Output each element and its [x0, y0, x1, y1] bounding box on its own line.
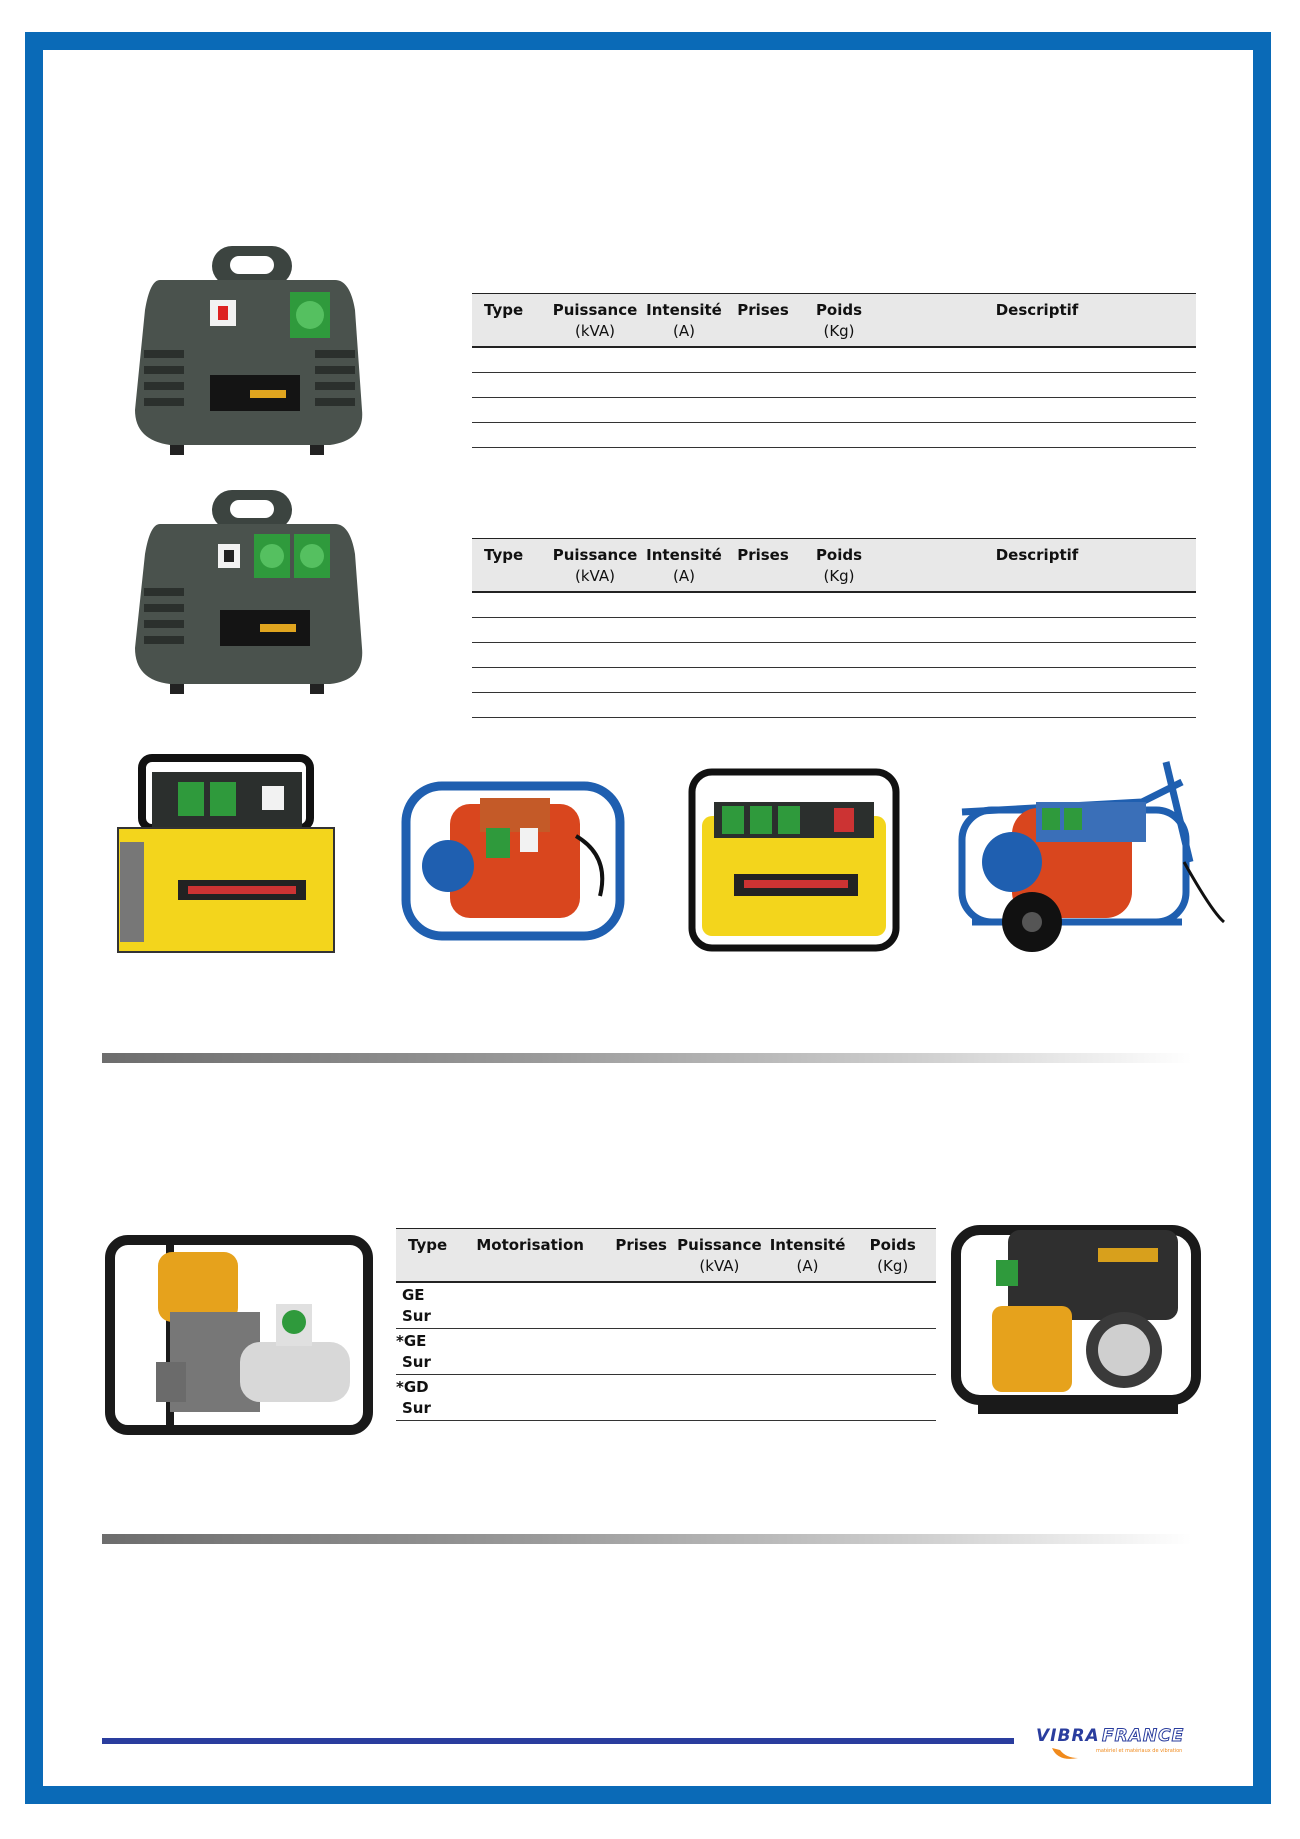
table-row: [472, 373, 1196, 398]
col-motorisation: Motorisation: [451, 1229, 609, 1283]
col-puissance: [548, 294, 642, 348]
table-row: [396, 1282, 936, 1328]
row-type-note: Sur: [402, 1352, 431, 1371]
col-prises: Prises: [609, 1229, 673, 1283]
col-type: Type: [396, 1229, 451, 1283]
col-poids-label: Poids: [869, 1236, 916, 1254]
logo-brand-right: FRANCE: [1102, 1726, 1185, 1746]
row-type-code: *GD: [396, 1377, 429, 1396]
spec-table-1: [472, 293, 1196, 448]
table-row: [396, 1328, 936, 1374]
col-intensite-unit: (A): [796, 1257, 819, 1275]
col-intensite-unit: (A): [673, 322, 695, 340]
table-row: [472, 668, 1196, 693]
col-poids: [849, 1229, 936, 1283]
converter-image-1: [130, 240, 370, 460]
table-row: [472, 618, 1196, 643]
col-type: Type: [472, 294, 548, 348]
table-row: [472, 592, 1196, 618]
col-intensite: [642, 294, 726, 348]
vibra-france-logo: [1034, 1720, 1194, 1764]
col-puissance-label: Puissance: [552, 301, 638, 319]
col-poids-unit: (Kg): [877, 1257, 909, 1275]
wheeled-converter-image: [952, 752, 1234, 972]
col-puissance-unit: (kVA): [575, 567, 615, 585]
spec-table-3: [396, 1228, 936, 1421]
col-poids: [800, 539, 878, 593]
col-intensite-label: Intensité: [646, 301, 722, 319]
table-row: [472, 423, 1196, 448]
blue-frame-converter-image-1: [400, 776, 630, 946]
logo-tagline: matériel et matériaux de vibration: [1096, 1748, 1183, 1754]
col-poids-label: Poids: [815, 546, 863, 564]
col-puissance-label: Puissance: [677, 1236, 762, 1254]
col-puissance-label: Puissance: [552, 546, 638, 564]
col-intensite: [766, 1229, 850, 1283]
yellow-converter-image-1: [112, 752, 342, 962]
spec-table-2: [472, 538, 1196, 718]
yellow-converter-image-2: [684, 766, 904, 956]
col-puissance-unit: (kVA): [575, 322, 615, 340]
section-divider-2: [102, 1534, 1192, 1544]
col-poids-label: Poids: [815, 301, 863, 319]
generator-image-left: [100, 1222, 380, 1442]
converter-image-2: [130, 488, 370, 698]
col-descriptif: Descriptif: [878, 294, 1196, 348]
col-type: Type: [472, 539, 548, 593]
row-type-note: Sur: [402, 1398, 431, 1417]
col-prises: Prises: [726, 294, 800, 348]
row-type-note: Sur: [402, 1307, 431, 1325]
table-row: [396, 1374, 936, 1420]
footer-line: [102, 1738, 1014, 1744]
col-intensite-unit: (A): [673, 567, 695, 585]
col-prises: Prises: [726, 539, 800, 593]
section-divider-1: [102, 1053, 1192, 1063]
table-row: [472, 398, 1196, 423]
col-puissance: [673, 1229, 766, 1283]
row-type-code: *GE: [396, 1331, 427, 1350]
col-descriptif: Descriptif: [878, 539, 1196, 593]
col-poids-unit: (Kg): [823, 567, 855, 585]
table-cell-type: [396, 1282, 451, 1328]
table-row: [472, 347, 1196, 373]
table-cell-type: [396, 1328, 451, 1374]
row-type-code: GE: [402, 1286, 425, 1304]
col-intensite-label: Intensité: [646, 546, 722, 564]
col-poids: [800, 294, 878, 348]
col-poids-unit: (Kg): [823, 322, 855, 340]
col-intensite: [642, 539, 726, 593]
logo-brand-left: VIBRA: [1036, 1726, 1100, 1746]
table-cell-type: [396, 1374, 451, 1420]
col-intensite-label: Intensité: [769, 1236, 846, 1254]
col-puissance: [548, 539, 642, 593]
table-row: [472, 693, 1196, 718]
table-row: [472, 643, 1196, 668]
generator-image-right: [948, 1220, 1204, 1440]
col-puissance-unit: (kVA): [699, 1257, 740, 1275]
